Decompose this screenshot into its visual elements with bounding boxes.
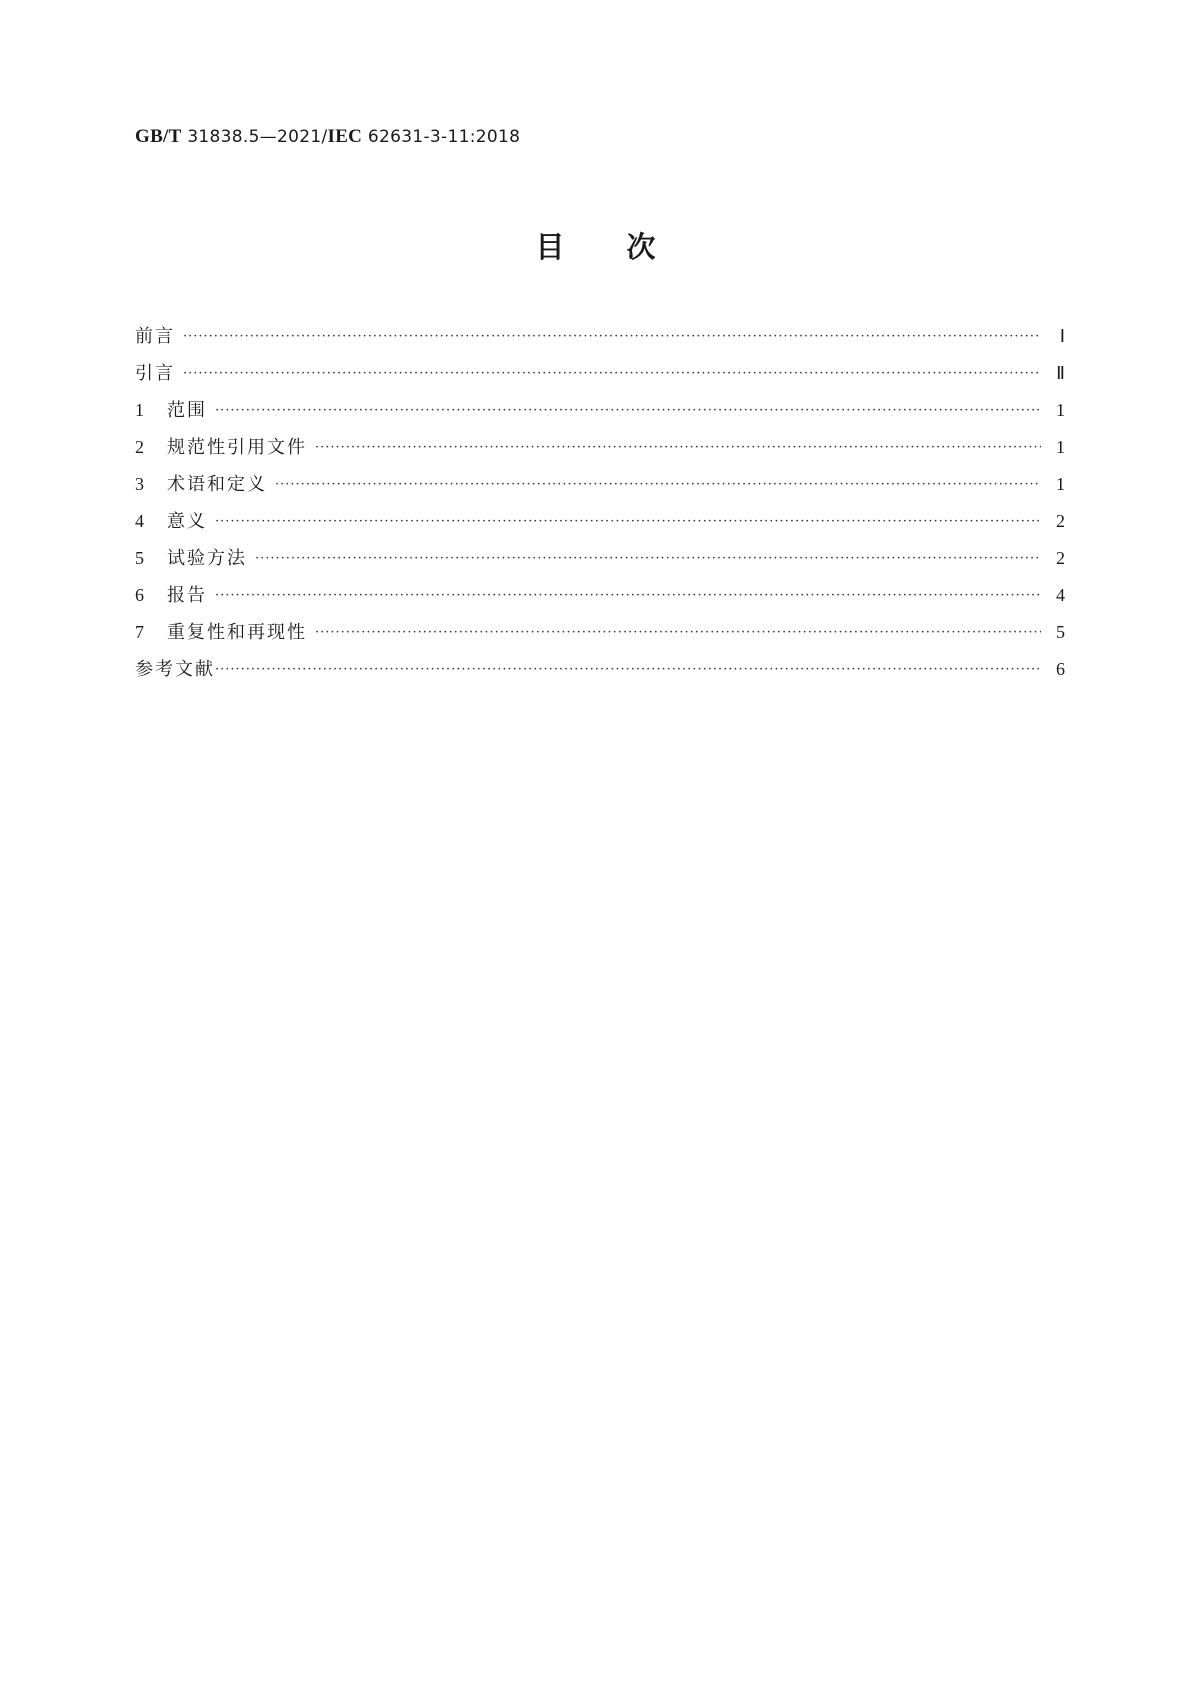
standard-number-header — [135, 126, 520, 148]
toc-entry-label: 前言 — [135, 326, 175, 347]
toc-title: 目次 — [535, 230, 718, 264]
toc-leader-dots — [315, 625, 1041, 640]
iec-prefix: IEC — [327, 126, 363, 147]
toc-entry-terms-definitions[interactable] — [135, 470, 1065, 507]
toc-entry-label: 范围 — [167, 400, 207, 421]
toc-entry-label: 报告 — [167, 585, 207, 606]
toc-entry-page: 2 — [1056, 548, 1065, 568]
toc-entry-number: 5 — [135, 548, 144, 568]
toc-entry-number: 1 — [135, 400, 144, 420]
std-code-number: 31838.5—2021/ — [181, 127, 328, 147]
toc-leader-dots — [215, 662, 1041, 677]
toc-entry-significance[interactable] — [135, 507, 1065, 544]
toc-entry-page: 4 — [1056, 585, 1065, 605]
toc-entry-foreword[interactable] — [135, 322, 1065, 359]
toc-entry-scope[interactable] — [135, 396, 1065, 433]
toc-leader-dots — [275, 477, 1041, 492]
table-of-contents — [135, 322, 1065, 692]
toc-entry-label: 术语和定义 — [167, 474, 267, 495]
toc-entry-introduction[interactable] — [135, 359, 1065, 396]
toc-entry-page: 6 — [1056, 659, 1065, 679]
toc-entry-label: 规范性引用文件 — [167, 437, 307, 458]
toc-entry-number: 2 — [135, 437, 144, 457]
toc-entry-label: 重复性和再现性 — [167, 622, 307, 643]
toc-entry-number: 4 — [135, 511, 144, 531]
toc-leader-dots — [183, 329, 1041, 344]
std-code-prefix: GB/T — [135, 126, 182, 147]
toc-entry-number: 3 — [135, 474, 144, 494]
toc-leader-dots — [215, 588, 1041, 603]
toc-entry-test-method[interactable] — [135, 544, 1065, 581]
toc-entry-label: 引言 — [135, 363, 175, 384]
toc-entry-page: 1 — [1056, 437, 1065, 457]
toc-leader-dots — [215, 514, 1041, 529]
toc-entry-bibliography[interactable] — [135, 655, 1065, 692]
toc-entry-page: Ⅱ — [1056, 363, 1065, 383]
toc-entry-page: 1 — [1056, 400, 1065, 420]
toc-leader-dots — [183, 366, 1041, 381]
toc-entry-report[interactable] — [135, 581, 1065, 618]
toc-entry-number: 7 — [135, 622, 144, 642]
toc-entry-page: Ⅰ — [1059, 326, 1065, 346]
toc-leader-dots — [315, 440, 1041, 455]
toc-leader-dots — [215, 403, 1041, 418]
toc-entry-normative-references[interactable] — [135, 433, 1065, 470]
toc-entry-label: 参考文献 — [135, 659, 215, 680]
toc-entry-page: 1 — [1056, 474, 1065, 494]
toc-entry-label: 试验方法 — [167, 548, 247, 569]
toc-leader-dots — [255, 551, 1041, 566]
toc-entry-label: 意义 — [167, 511, 207, 532]
toc-entry-page: 5 — [1056, 622, 1065, 642]
toc-entry-repeatability[interactable] — [135, 618, 1065, 655]
toc-entry-number: 6 — [135, 585, 144, 605]
iec-number: 62631-3-11:2018 — [362, 127, 521, 147]
toc-entry-page: 2 — [1056, 511, 1065, 531]
